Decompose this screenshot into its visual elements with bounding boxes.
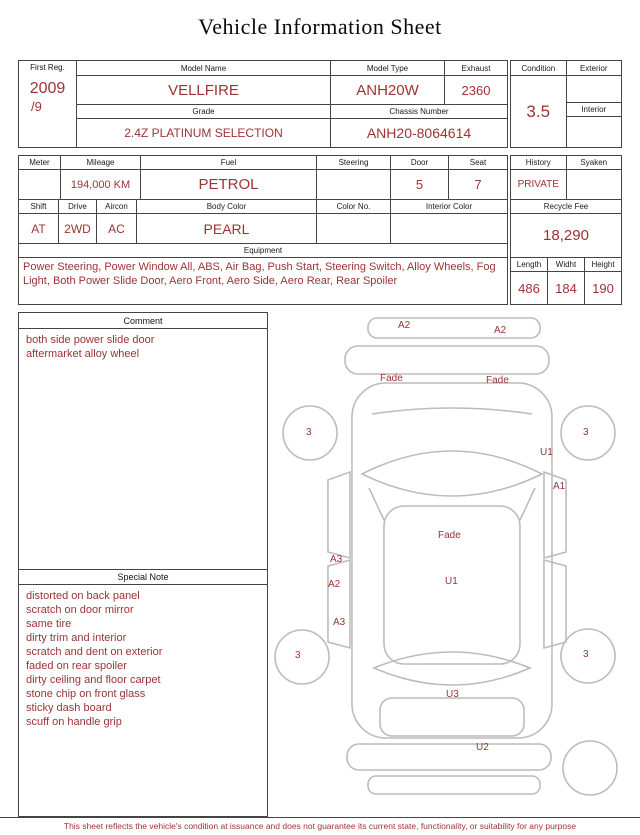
condition-table bbox=[510, 60, 622, 148]
body-color-label: Body Color bbox=[137, 200, 317, 213]
diagram-mark-a2: A2 bbox=[494, 325, 507, 336]
comment-box bbox=[18, 312, 268, 817]
registration-table bbox=[18, 60, 508, 148]
body-color-value: PEARL bbox=[137, 214, 317, 243]
car-condition-diagram bbox=[272, 310, 622, 818]
fuel-value: PETROL bbox=[141, 170, 317, 199]
mileage-value: 194,000 KM bbox=[61, 170, 141, 199]
special-note-line: scratch on door mirror bbox=[26, 604, 134, 616]
diagram-mark-3: 3 bbox=[306, 427, 312, 438]
diagram-mark-a1: A1 bbox=[553, 481, 566, 492]
diagram-mark-3: 3 bbox=[295, 650, 301, 661]
width-label: Widht bbox=[548, 258, 585, 271]
diagram-mark-3: 3 bbox=[583, 649, 589, 660]
model-name-label: Model Name bbox=[77, 61, 331, 75]
special-note-line: scratch and dent on exterior bbox=[26, 646, 163, 658]
meter-label: Meter bbox=[19, 156, 61, 169]
special-note-line: sticky dash board bbox=[26, 702, 112, 714]
grade-value: 2.4Z PLATINUM SELECTION bbox=[77, 119, 331, 147]
diagram-mark-3: 3 bbox=[583, 427, 589, 438]
special-note-line: faded on rear spoiler bbox=[26, 660, 127, 672]
width-value: 184 bbox=[548, 272, 585, 304]
condition-score: 3.5 bbox=[511, 76, 567, 147]
equipment-label: Equipment bbox=[243, 246, 283, 255]
page-title: Vehicle Information Sheet bbox=[198, 14, 442, 39]
recycle-fee-label: Recycle Fee bbox=[543, 202, 589, 211]
interior-label: Interior bbox=[567, 103, 622, 117]
drive-label: Drive bbox=[59, 200, 97, 213]
special-note-lines bbox=[19, 585, 267, 816]
equipment-value: Power Steering, Power Window All, ABS, Air Bag, Push Start, Steering Switch, Alloy Wheels, Fog Light, Both Power Slide Door, Aero Front, Aero Side, Aero Rear, Rear Spoiler bbox=[23, 261, 496, 288]
length-label: Length bbox=[511, 258, 548, 271]
shift-label: Shift bbox=[19, 200, 59, 213]
first-reg-cell bbox=[19, 61, 77, 147]
first-reg-label: First Reg. bbox=[30, 63, 65, 72]
diagram-mark-a3: A3 bbox=[333, 617, 346, 628]
grade-label: Grade bbox=[77, 105, 331, 118]
seat-label: Seat bbox=[469, 158, 487, 167]
seat-value: 7 bbox=[474, 177, 482, 192]
diagram-mark-fade: Fade bbox=[486, 375, 509, 386]
fuel-label: Fuel bbox=[141, 156, 317, 169]
special-note-line: dirty ceiling and floor carpet bbox=[26, 674, 161, 686]
diagram-mark-u1: U1 bbox=[540, 447, 553, 458]
special-note-line: same tire bbox=[26, 618, 72, 630]
diagram-mark-fade: Fade bbox=[438, 530, 461, 541]
history-value: PRIVATE bbox=[511, 170, 567, 199]
diagram-mark-u1: U1 bbox=[445, 576, 458, 587]
diagram-mark-fade: Fade bbox=[380, 373, 403, 384]
model-type-label: Model Type bbox=[331, 61, 445, 75]
comment-line: aftermarket alloy wheel bbox=[26, 348, 140, 360]
model-type-value: ANH20W bbox=[331, 76, 445, 104]
steering-value bbox=[317, 170, 391, 199]
color-no-value bbox=[317, 214, 391, 243]
history-table bbox=[510, 155, 622, 305]
first-reg-year: 2009 bbox=[29, 80, 66, 97]
special-note-line: stone chip on front glass bbox=[26, 688, 146, 700]
car-top-view-drawing bbox=[272, 310, 622, 818]
chassis-number-value: ANH20-8064614 bbox=[366, 125, 472, 141]
exhaust-label: Exhaust bbox=[461, 63, 491, 73]
syaken-value bbox=[567, 170, 622, 199]
special-note-label: Special Note bbox=[19, 569, 267, 585]
diagram-mark-a2: A2 bbox=[398, 320, 411, 331]
mileage-label: Mileage bbox=[61, 156, 141, 169]
special-note-line: scuff on handle grip bbox=[26, 716, 122, 728]
comment-label: Comment bbox=[19, 313, 267, 329]
door-label: Door bbox=[391, 156, 449, 169]
comment-line: both side power slide door bbox=[26, 334, 155, 346]
height-label: Height bbox=[591, 260, 615, 269]
height-value: 190 bbox=[592, 280, 614, 296]
diagram-mark-a2: A2 bbox=[328, 579, 341, 590]
syaken-label: Syaken bbox=[580, 158, 608, 167]
meter-value bbox=[19, 170, 61, 199]
condition-label: Condition bbox=[511, 61, 567, 75]
diagram-mark-u2: U2 bbox=[476, 742, 489, 753]
details-table bbox=[18, 155, 508, 305]
special-note-line: dirty trim and interior bbox=[26, 632, 127, 644]
door-value: 5 bbox=[391, 170, 449, 199]
steering-label: Steering bbox=[317, 156, 391, 169]
aircon-label: Aircon bbox=[97, 200, 137, 213]
special-note-line: distorted on back panel bbox=[26, 590, 140, 602]
exterior-score bbox=[567, 76, 622, 103]
length-value: 486 bbox=[511, 272, 548, 304]
history-label: History bbox=[511, 156, 567, 169]
diagram-mark-u3: U3 bbox=[446, 689, 459, 700]
comment-lines bbox=[19, 329, 267, 569]
color-no-label: Color No. bbox=[317, 200, 391, 213]
aircon-value: AC bbox=[97, 214, 137, 243]
recycle-fee-value: 18,290 bbox=[543, 227, 589, 244]
chassis-number-label: Chassis Number bbox=[389, 107, 449, 116]
interior-score bbox=[567, 117, 622, 147]
model-name-value: VELLFIRE bbox=[77, 76, 331, 104]
diagram-mark-a3: A3 bbox=[330, 554, 343, 565]
exhaust-value: 2360 bbox=[461, 82, 491, 98]
drive-value: 2WD bbox=[59, 214, 97, 243]
shift-value: AT bbox=[19, 214, 59, 243]
exterior-label: Exterior bbox=[579, 63, 608, 73]
first-reg-month: /9 bbox=[31, 99, 42, 114]
interior-color-label: Interior Color bbox=[425, 202, 473, 211]
footer-disclaimer: This sheet reflects the vehicle's condition at issuance and does not guarantee its current state, functionality, or suitability for any purpose bbox=[0, 817, 640, 831]
interior-color-value bbox=[391, 214, 507, 243]
